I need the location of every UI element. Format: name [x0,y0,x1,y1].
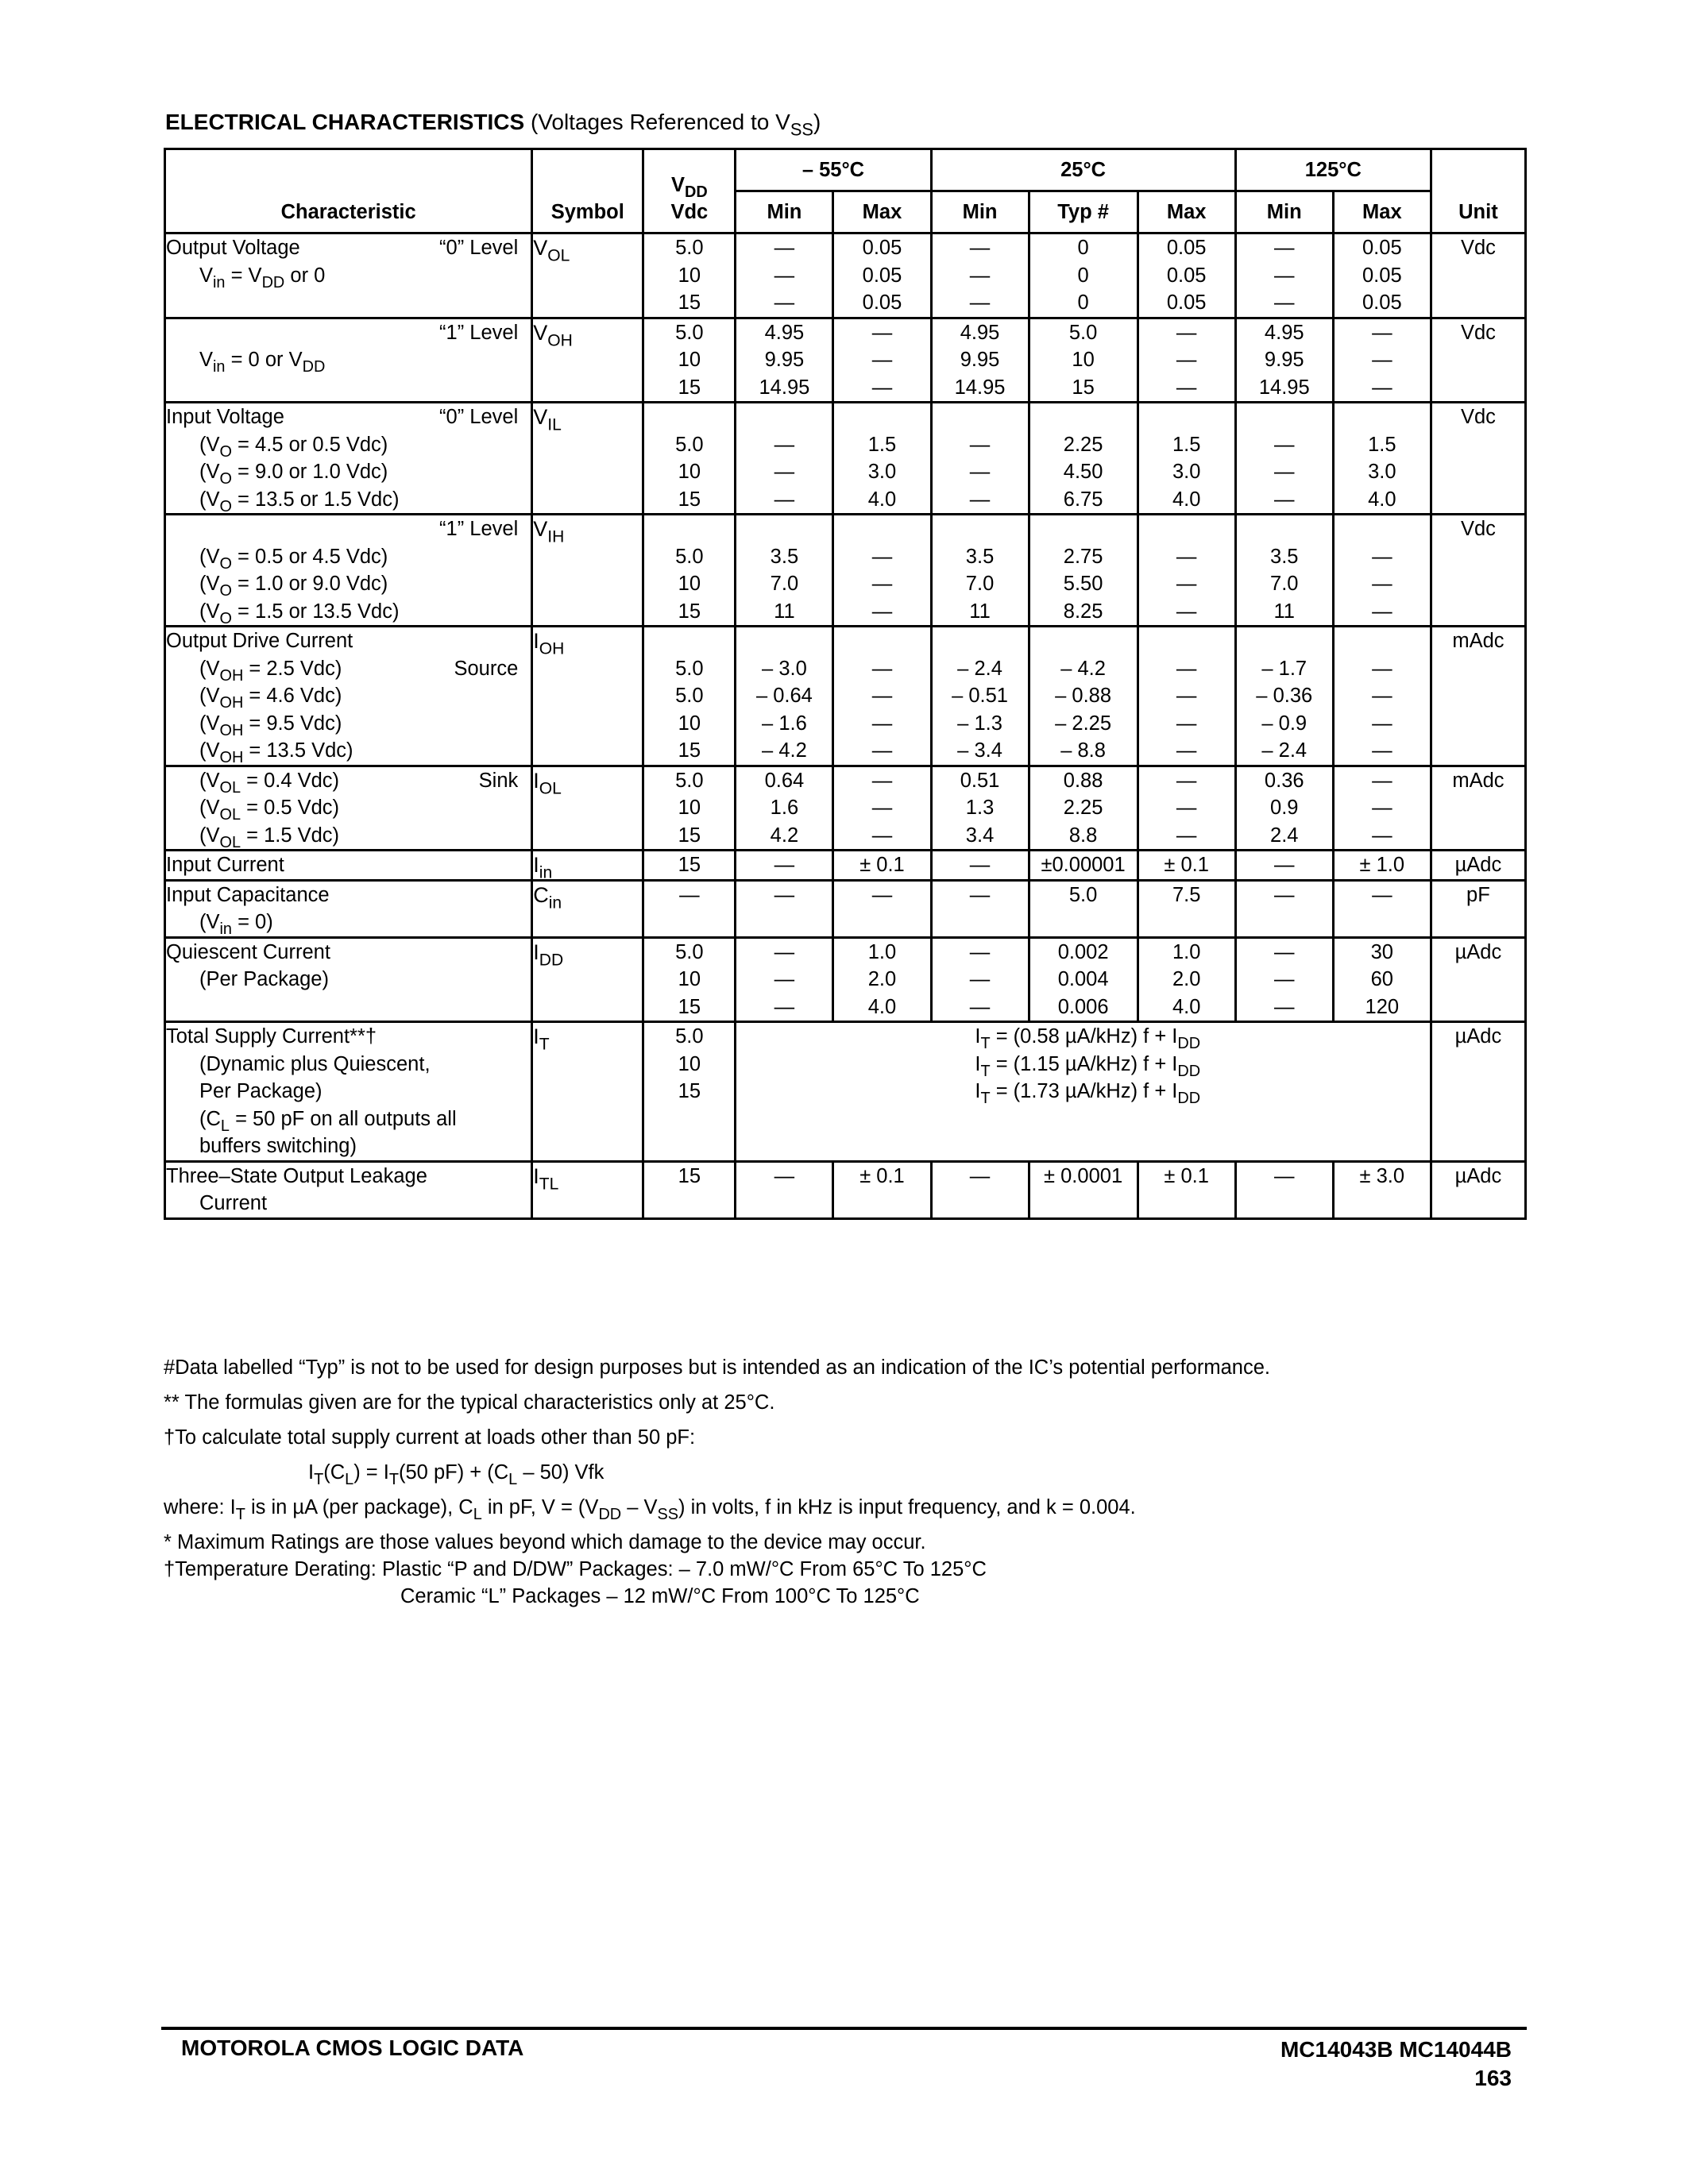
value-cell: ± 3.0 [1333,1161,1431,1218]
symbol-cell: $I_{TL}$ [532,1161,643,1218]
value-cell: 2.75 5.50 8.25 [1029,515,1138,627]
unit-cell: Vdc [1431,515,1525,627]
value-cell: — — — [1333,318,1431,403]
characteristic-cell: Quiescent Current (Per Package) [165,937,532,1022]
value-cell: — — — [736,233,833,318]
value-cell: 0.002 0.004 0.006 [1029,937,1138,1022]
value-cell: 3.5 7.0 11 [1235,515,1333,627]
value-cell: 0.51 1.3 3.4 [931,766,1029,851]
value-cell: — — — [1138,318,1235,403]
header-max: Max [1333,191,1431,233]
footer-divider [161,2027,1527,2030]
value-cell: — — — [1235,403,1333,515]
vdd-cell: — [643,880,736,937]
symbol-cell: $V_{IL}$ [532,403,643,515]
vdd-cell: 5.0 10 15 [643,233,736,318]
footnotes [164,1354,1527,1610]
unit-cell: mAdc [1431,766,1525,851]
header-temp-25: 25°C [931,149,1235,191]
header-max: Max [833,191,931,233]
header-vdd: $V_{DD}$ Vdc [643,149,736,233]
table-row [165,403,1526,515]
value-cell: ± 0.0001 [1029,1161,1138,1218]
value-cell: 0.05 0.05 0.05 [833,233,931,318]
header-symbol: Symbol [532,149,643,233]
characteristic-cell: “1” Level ($V_O = 0.5$ or 4.5 Vdc) ($V_O = 1.0$ or 9.0 Vdc) ($V_O = 1.5$ or 13.5 Vdc) [165,515,532,627]
characteristic-cell: Three–State Output Leakage Current [165,1161,532,1218]
value-cell: 0 0 0 [1029,233,1138,318]
value-cell: 4.95 9.95 14.95 [736,318,833,403]
value-cell: — — — [931,403,1029,515]
value-cell: — — — — [1333,627,1431,766]
header-min: Min [931,191,1029,233]
note-max-ratings: * Maximum Ratings are those values beyond which damage to the device may occur. [164,1531,926,1553]
characteristic-cell: “1” Level $V_{in} = 0$ or $V_{DD}$ [165,318,532,403]
unit-cell: Vdc [1431,403,1525,515]
characteristic-cell: ($V_{OL} = 0.4$ Vdc) Sink ($V_{OL} = 0.5$ Vdc) ($V_{OL} = 1.5$ Vdc) [165,766,532,851]
value-cell: 1.5 3.0 4.0 [833,403,931,515]
value-cell: — — — — [833,627,931,766]
symbol-cell: $I_{in}$ [532,851,643,881]
value-cell: 7.5 [1138,880,1235,937]
value-cell: 0.36 0.9 2.4 [1235,766,1333,851]
symbol-cell: $I_{OL}$ [532,766,643,851]
value-cell: — [1235,880,1333,937]
supply-current-formulas: $I_T = (0.58$ µA/kHz) $f + I_{DD}$ $I_T = (1.15$ µA/kHz) $f + I_{DD}$ $I_T = (1.73$ µA/kHz) $f + I_{DD}$ [736,1022,1431,1162]
characteristic-cell: Output Voltage “0” Level $V_{in} = V_{DD}$ or 0 [165,233,532,318]
value-cell: — [1235,851,1333,881]
value-cell: — — — [833,318,931,403]
header-temp-minus55: – 55°C [736,149,931,191]
unit-cell: mAdc [1431,627,1525,766]
note-typ: #Data labelled “Typ” is not to be used for design purposes but is intended as an indication of the IC’s potential performance. [164,1356,1270,1379]
unit-cell: µAdc [1431,1161,1525,1218]
value-cell: 1.0 2.0 4.0 [833,937,931,1022]
value-cell: ± 0.1 [1138,1161,1235,1218]
value-cell: — — — [833,515,931,627]
value-cell: 1.5 3.0 4.0 [1333,403,1431,515]
value-cell: — [931,880,1029,937]
vdd-cell: 5.0 10 15 [643,403,736,515]
vdd-cell: 5.0 10 15 [643,1022,736,1162]
value-cell: — [833,880,931,937]
note-calc: †To calculate total supply current at loads other than 50 pF: [164,1426,696,1449]
value-cell: — — — [1333,515,1431,627]
value-cell: — [1333,880,1431,937]
unit-cell: µAdc [1431,937,1525,1022]
value-cell: — — — [1138,766,1235,851]
header-characteristic: Characteristic [165,149,532,233]
value-cell: — [931,1161,1029,1218]
symbol-cell: $V_{IH}$ [532,515,643,627]
table-row [165,515,1526,627]
characteristic-cell: Total Supply Current**† (Dynamic plus Quiescent, Per Package) ($C_L = 50$ pF on all outputs all buffers switching) [165,1022,532,1162]
table-row [165,627,1526,766]
value-cell: 30 60 120 [1333,937,1431,1022]
footer-publication: MOTOROLA CMOS LOGIC DATA [181,2035,524,2060]
table-row [165,233,1526,318]
value-cell: 4.95 9.95 14.95 [1235,318,1333,403]
value-cell: — — — — [1138,627,1235,766]
note-formulas: ** The formulas given are for the typical characteristics only at 25°C. [164,1391,775,1414]
value-cell: — [1235,1161,1333,1218]
header-typ: Typ # [1029,191,1138,233]
value-cell: – 1.7 – 0.36 – 0.9 – 2.4 [1235,627,1333,766]
value-cell: 5.0 [1029,880,1138,937]
value-cell: — — — [931,233,1029,318]
header-min: Min [736,191,833,233]
value-cell: — [736,880,833,937]
vdd-cell: 5.0 5.0 10 15 [643,627,736,766]
value-cell: — — — [833,766,931,851]
unit-cell: Vdc [1431,233,1525,318]
value-cell: 2.25 4.50 6.75 [1029,403,1138,515]
table-row [165,880,1526,937]
symbol-cell: $I_{DD}$ [532,937,643,1022]
value-cell: 1.0 2.0 4.0 [1138,937,1235,1022]
value-cell: 0.05 0.05 0.05 [1333,233,1431,318]
characteristic-cell: Output Drive Current ($V_{OH} = 2.5$ Vdc) Source ($V_{OH} = 4.6$ Vdc) ($V_{OH} = 9.5$ Vdc) ($V_{OH} = 13.5$ Vdc) [165,627,532,766]
table-row [165,1022,1526,1162]
value-cell: – 2.4 – 0.51 – 1.3 – 3.4 [931,627,1029,766]
vdd-cell: 15 [643,1161,736,1218]
unit-cell: µAdc [1431,851,1525,881]
vdd-cell: 15 [643,851,736,881]
value-cell: — — — [1333,766,1431,851]
value-cell: — — — [1235,937,1333,1022]
vdd-cell: 5.0 10 15 [643,318,736,403]
value-cell: — [931,851,1029,881]
unit-cell: Vdc [1431,318,1525,403]
electrical-characteristics-table [164,148,1527,1220]
characteristic-cell: Input Voltage “0” Level ($V_O = 4.5$ or 0.5 Vdc) ($V_O = 9.0$ or 1.0 Vdc) ($V_O = 13.5$ or 1.5 Vdc) [165,403,532,515]
value-cell: — — — [736,403,833,515]
value-cell: 0.88 2.25 8.8 [1029,766,1138,851]
section-title: ELECTRICAL CHARACTERISTICS (Voltages Referenced to $V_{SS}$) [165,110,821,140]
unit-cell: pF [1431,880,1525,937]
symbol-cell: $C_{in}$ [532,880,643,937]
symbol-cell: $V_{OH}$ [532,318,643,403]
value-cell: ± 0.1 [833,1161,931,1218]
value-cell: ± 0.1 [833,851,931,881]
value-cell: 3.5 7.0 11 [931,515,1029,627]
header-unit: Unit [1431,149,1525,233]
vdd-cell: 5.0 10 15 [643,515,736,627]
value-cell: – 4.2 – 0.88 – 2.25 – 8.8 [1029,627,1138,766]
table-row [165,318,1526,403]
value-cell: — — — [1235,233,1333,318]
symbol-cell: $I_T$ [532,1022,643,1162]
table-row [165,1161,1526,1218]
value-cell: ± 0.1 [1138,851,1235,881]
value-cell: — — — [1138,515,1235,627]
header-min: Min [1235,191,1333,233]
value-cell: — — — [736,937,833,1022]
vdd-cell: 5.0 10 15 [643,766,736,851]
footer-part-numbers: MC14043B MC14044B 163 [1280,2035,1512,2093]
header-max: Max [1138,191,1235,233]
value-cell: 4.95 9.95 14.95 [931,318,1029,403]
page-number: 163 [1474,2066,1512,2090]
load-formula: $I_T(C_L) = I_T(50$ $pF) + (C_L - 50)$ Vfk [308,1461,605,1488]
characteristic-cell: Input Capacitance $(V_{in} = 0)$ [165,880,532,937]
table-row [165,851,1526,881]
characteristic-cell: Input Current [165,851,532,881]
vdd-cell: 5.0 10 15 [643,937,736,1022]
value-cell: – 3.0 – 0.64 – 1.6 – 4.2 [736,627,833,766]
header-temp-125: 125°C [1235,149,1431,191]
table-row [165,766,1526,851]
unit-cell: µAdc [1431,1022,1525,1162]
value-cell: 1.5 3.0 4.0 [1138,403,1235,515]
value-cell: — — — [931,937,1029,1022]
symbol-cell: $V_{OL}$ [532,233,643,318]
table-row [165,937,1526,1022]
value-cell: 5.0 10 15 [1029,318,1138,403]
value-cell: 3.5 7.0 11 [736,515,833,627]
value-cell: 0.64 1.6 4.2 [736,766,833,851]
value-cell: — [736,851,833,881]
symbol-cell: $I_{OH}$ [532,627,643,766]
note-derating: †Temperature Derating: Plastic “P and D/DW” Packages: – 7.0 mW/°C From 65°C To 125°C [164,1558,987,1580]
note-where: where: $I_T$ is in µA (per package), $C_L$ in pF, $V = (V_{DD} - V_{SS})$ in volts, f in kHz is input frequency, and k = 0.004. [164,1496,1136,1523]
value-cell: ±0.00001 [1029,851,1138,881]
value-cell: — [736,1161,833,1218]
value-cell: 0.05 0.05 0.05 [1138,233,1235,318]
value-cell: ± 1.0 [1333,851,1431,881]
note-derating-ceramic: Ceramic “L” Packages – 12 mW/°C From 100°C To 125°C [400,1585,920,1607]
